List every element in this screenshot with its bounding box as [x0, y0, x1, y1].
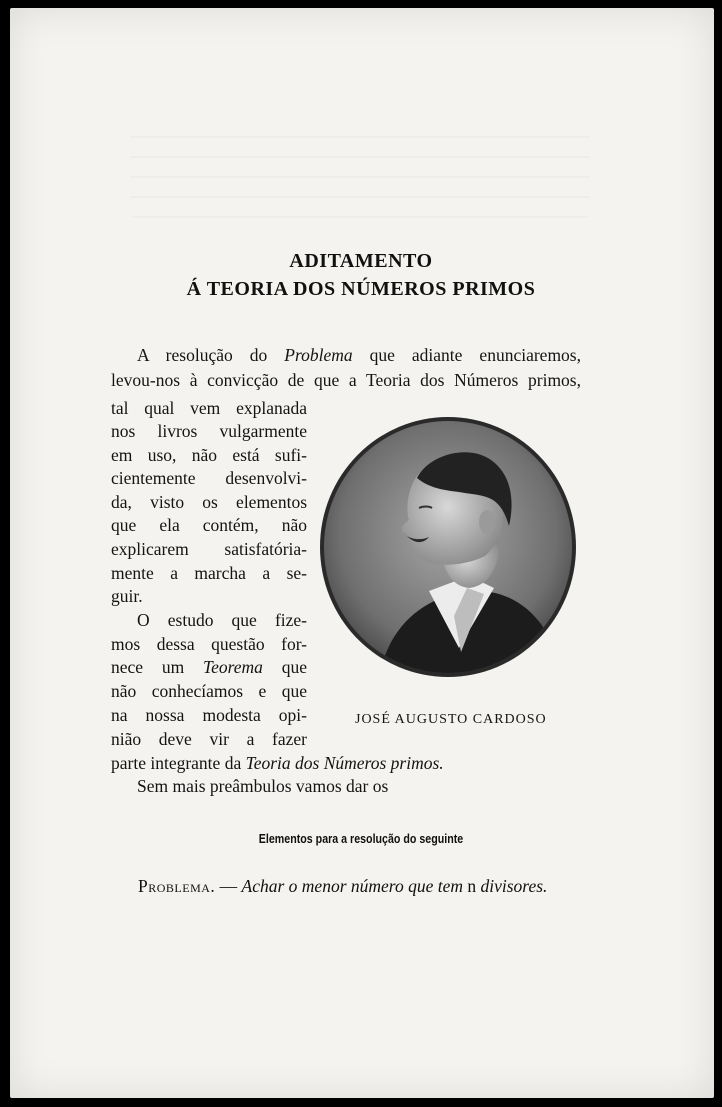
column-line: não conhecíamos e que: [111, 681, 307, 701]
column-line: em uso, não está sufi-: [111, 445, 307, 465]
section-subheading: Elementos para a resolução do seguinte: [258, 831, 464, 846]
column-line: da, visto os elementos: [111, 492, 307, 512]
portrait-caption: JOSÉ AUGUSTO CARDOSO: [355, 712, 547, 727]
column-line: guir.: [111, 586, 143, 606]
column-line: nos livros vulgarmente: [111, 421, 307, 441]
column-line: na nossa modesta opi-: [111, 705, 307, 725]
column-line: tal qual vem explanada: [111, 398, 307, 418]
column-line: nião deve vir a fazer: [111, 729, 307, 749]
column-line: nece um Teorema que: [111, 657, 307, 677]
column-line: mente a marcha a se-: [111, 563, 307, 583]
column-line: cientemente desenvolvi-: [111, 468, 307, 488]
bleed-through-shadow: [130, 128, 590, 218]
column-line: explicarem satisfatória-: [111, 539, 307, 559]
page-title-line-2: Á TEORIA DOS NÚMEROS PRIMOS: [186, 278, 536, 300]
problem-statement: Problema. — Achar o menor número que tem n divisores.: [138, 876, 548, 896]
paragraph-line: levou-nos à convicção de que a Teoria dos Números primos,: [111, 370, 581, 390]
paragraph-line: Sem mais preâmbulos vamos dar os: [137, 776, 389, 796]
column-line: O estudo que fize-: [137, 610, 307, 630]
column-line: mos dessa questão for-: [111, 634, 307, 654]
paragraph-line: parte integrante da Teoria dos Números primos.: [111, 753, 444, 773]
column-line: que ela contém, não: [111, 515, 307, 535]
paragraph-line: A resolução do Problema que adiante enunciaremos,: [137, 345, 581, 365]
portrait-photo: [319, 416, 577, 678]
page-title-line-1: ADITAMENTO: [289, 250, 433, 272]
